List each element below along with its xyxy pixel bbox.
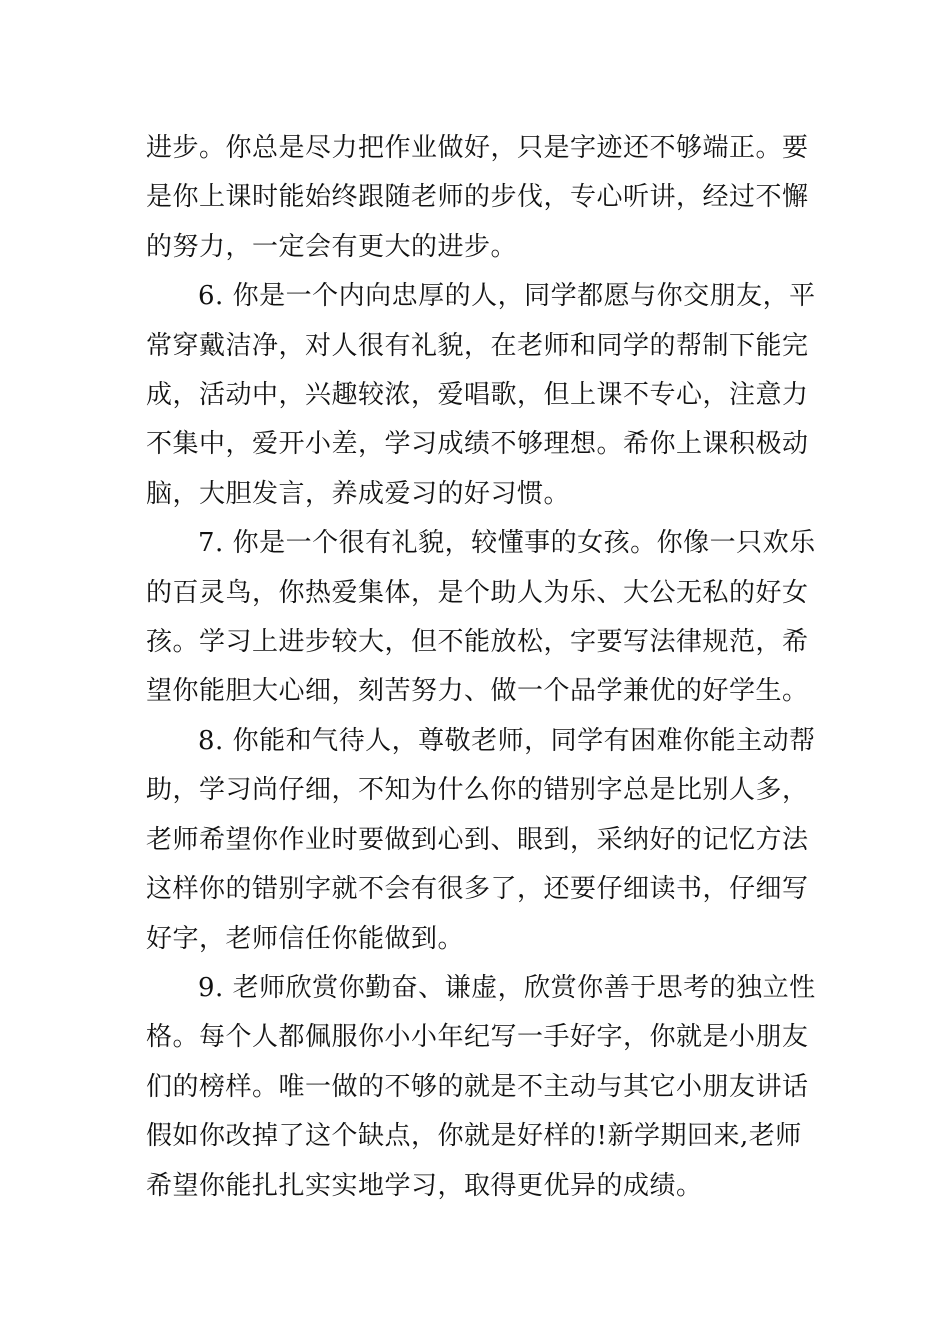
text-line: 常穿戴洁净，对人很有礼貌，在老师和同学的帮制下能完 — [146, 330, 809, 361]
text-line: 的努力，一定会有更大的进步。 — [146, 231, 518, 262]
text-line: 进步。你总是尽力把作业做好，只是字迹还不够端正。要 — [146, 133, 809, 163]
text-line: 9. 老师欣赏你勤奋、谦虚，欣赏你善于思考的独立性 — [198, 972, 816, 1003]
text-line: 格。每个人都佩服你小小年纪写一手好字，你就是小朋友 — [146, 1022, 809, 1053]
text-line: 助，学习尚仔细，不知为什么你的错别字总是比别人多， — [146, 775, 809, 806]
text-line: 这样你的错别字就不会有很多了，还要仔细读书，仔细写 — [146, 874, 809, 905]
text-line: 望你能胆大心细，刻苦努力、做一个品学兼优的好学生。 — [146, 676, 809, 707]
paragraph-item-7 — [146, 519, 816, 717]
text-line: 希望你能扎扎实实地学习，取得更优异的成绩。 — [146, 1170, 703, 1201]
text-line: 7. 你是一个很有礼貌，较懂事的女孩。你像一只欢乐 — [198, 528, 816, 559]
document-body — [146, 124, 816, 1211]
text-line: 6. 你是一个内向忠厚的人，同学都愿与你交朋友，平 — [198, 281, 816, 312]
text-line: 8. 你能和气待人，尊敬老师，同学有困难你能主动帮 — [198, 725, 816, 756]
paragraph-item-8 — [146, 717, 816, 964]
text-line: 孩。学习上进步较大，但不能放松，字要写法律规范，希 — [146, 627, 809, 658]
paragraph-continuation — [146, 124, 810, 272]
text-line: 们的榜样。唯一做的不够的就是不主动与其它小朋友讲话 — [146, 1071, 809, 1102]
text-line: 不集中，爱开小差，学习成绩不够理想。希你上课积极动 — [146, 429, 809, 460]
paragraph-item-9 — [146, 964, 816, 1211]
text-line: 好字，老师信任你能做到。 — [146, 923, 465, 954]
text-line: 老师希望你作业时要做到心到、眼到，采纳好的记忆方法 — [146, 824, 809, 855]
paragraph-item-6 — [146, 272, 816, 519]
text-line: 成，活动中，兴趣较浓，爱唱歌，但上课不专心，注意力 — [146, 380, 809, 411]
text-line: 脑，大胆发言，养成爱习的好习惯。 — [146, 478, 571, 509]
text-line: 的百灵鸟，你热爱集体，是个助人为乐、大公无私的好女 — [146, 577, 809, 608]
text-line: 是你上课时能始终跟随老师的步伐，专心听讲，经过不懈 — [146, 182, 809, 213]
text-line: 假如你改掉了这个缺点，你就是好样的!新学期回来,老师 — [146, 1121, 802, 1152]
